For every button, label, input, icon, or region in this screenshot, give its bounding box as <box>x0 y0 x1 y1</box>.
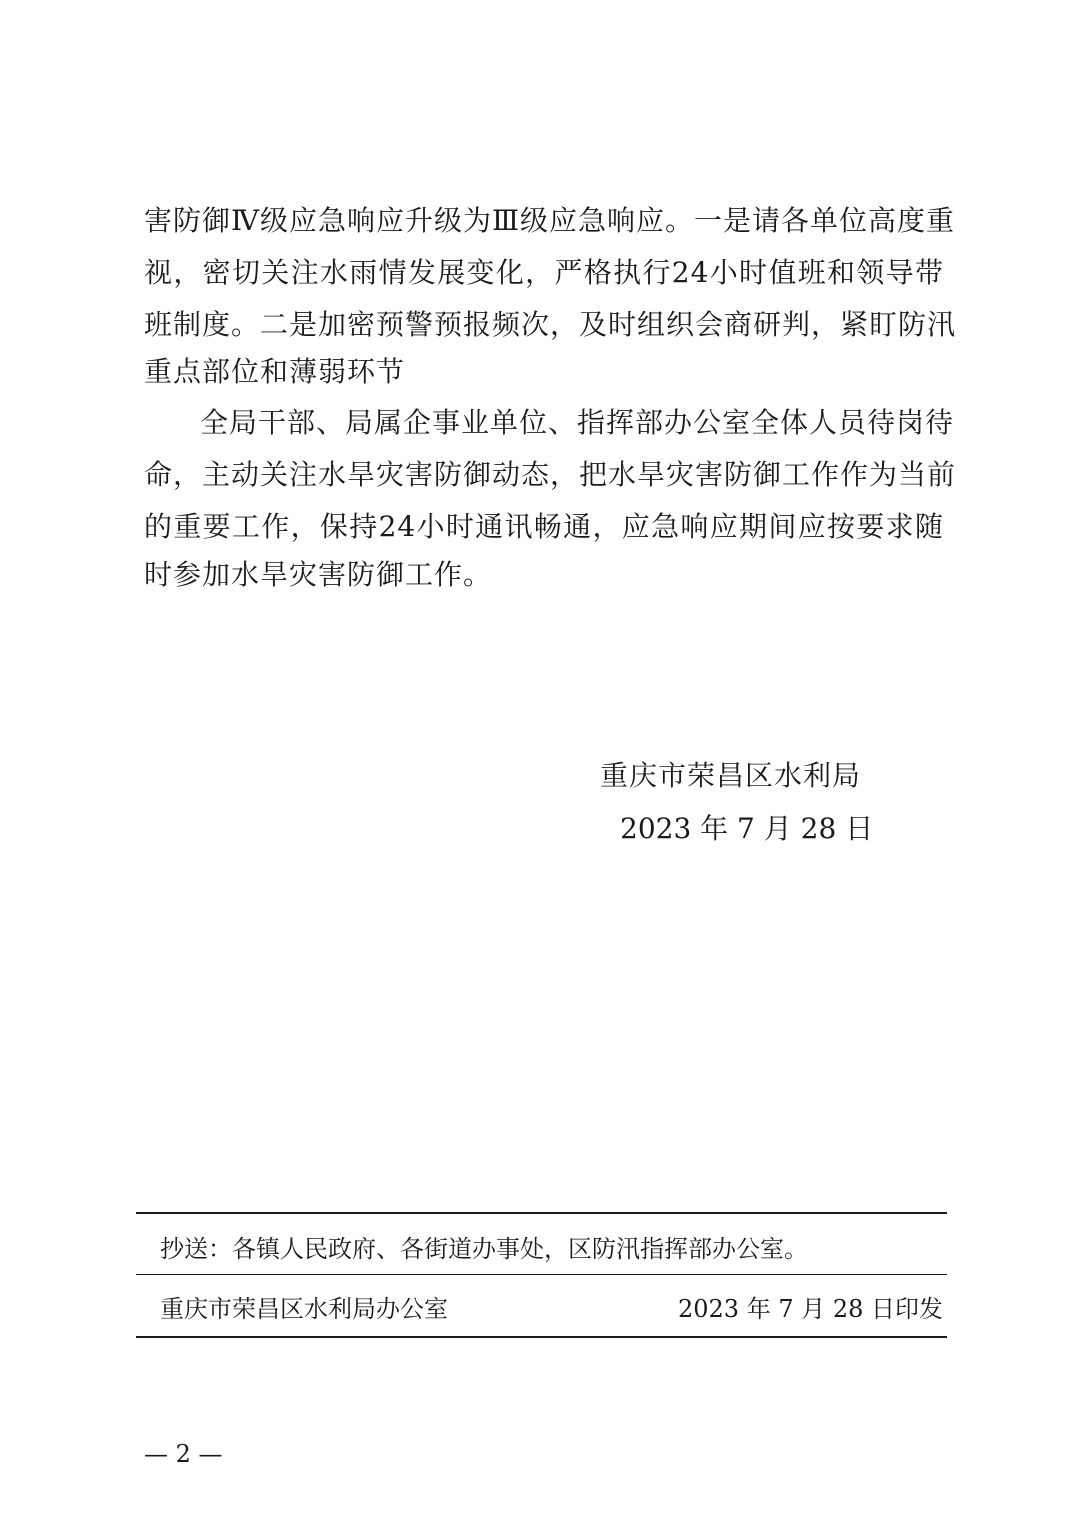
footer-bottom-rule <box>136 1336 947 1338</box>
paragraph-line: 时参加水旱灾害防御工作。 <box>144 558 493 591</box>
issuer-office: 重庆市荣昌区水利局办公室 <box>160 1295 448 1323</box>
paragraph-line: 重点部位和薄弱环节 <box>144 355 406 388</box>
footer-middle-rule <box>136 1274 947 1275</box>
cc-line: 抄送：各镇人民政府、各街道办事处，区防汛指挥部办公室。 <box>160 1235 808 1263</box>
paragraph-line: 害防御Ⅳ级应急响应升级为Ⅲ级应急响应。一是请各单位高度重 <box>144 204 955 237</box>
issue-date: 2023 年 7 月 28 日印发 <box>678 1295 944 1323</box>
signature-date: 2023 年 7 月 28 日 <box>620 812 874 845</box>
page-number: — 2 — <box>144 1440 223 1468</box>
paragraph-line: 班制度。二是加密预警预报频次，及时组织会商研判，紧盯防汛 <box>144 308 957 341</box>
paragraph-line: 视，密切关注水雨情发展变化，严格执行24小时值班和领导带 <box>144 256 944 289</box>
paragraph-line: 全局干部、局属企事业单位、指挥部办公室全体人员待岗待 <box>200 406 955 439</box>
footer-top-rule <box>136 1212 947 1214</box>
signature-org: 重庆市荣昌区水利局 <box>600 759 862 792</box>
paragraph-line: 的重要工作，保持24小时通讯畅通，应急响应期间应按要求随 <box>144 510 944 543</box>
paragraph-line: 命，主动关注水旱灾害防御动态，把水旱灾害防御工作作为当前 <box>144 458 957 491</box>
